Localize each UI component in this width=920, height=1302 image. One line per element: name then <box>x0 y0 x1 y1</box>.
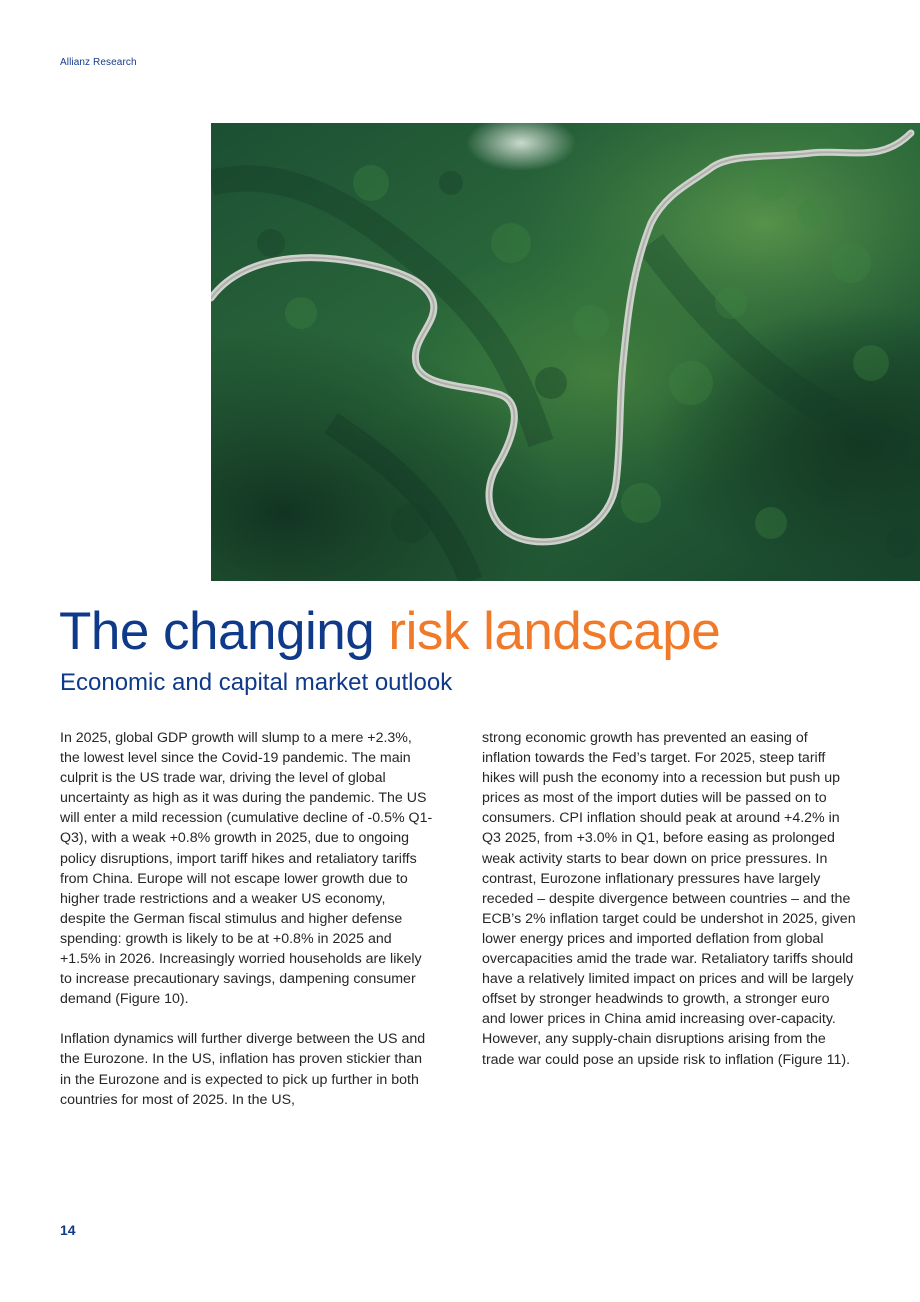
body-paragraph: In 2025, global GDP growth will slump to a mere +2.3%, the lowest level since the Covid-19 pandemic. The main culprit is the US trade war, driving the level of global uncertainty as high as it was during the pandemic. The US will enter a mild recession (cumulative decline of -0.5% Q1-Q3), with a weak +0.8% growth in 2025, due to ongoing policy disruptions, import tariff hikes and retaliatory tariffs from China. Europe will not escape lower growth due to higher trade restrictions and a weaker US economy, despite the German fiscal stimulus and higher defense spending: growth is likely to be at +0.8% in 2025 and +1.5% in 2026. Increasingly worried households are likely to increase precautionary savings, dampening consumer demand (Figure 10). <box>60 730 433 1008</box>
title-part-accent: risk landscape <box>388 602 721 661</box>
page-number: 14 <box>60 1222 76 1238</box>
page-subtitle: Economic and capital market outlook <box>60 669 453 696</box>
hero-image <box>211 123 920 581</box>
body-paragraph: strong economic growth has prevented an easing of inflation towards the Fed’s target. For 2025, steep tariff hikes will push the economy into a recession but push up prices as most of the import duties will be passed on to consumers. CPI inflation should peak at around +4.2% in Q3 2025, from +3.0% in Q1, before easing as prolonged weak activity starts to bear down on price pressures. In contrast, Eurozone inflationary pressures have largely receded – despite divergence between countries – and the ECB’s 2% inflation target could be undershot in 2025, given lower energy prices and imported deflation from global overcapacities amid the trade war. Retaliatory tariffs should have a relatively limited impact on prices and will be largely offset by stronger headwinds to growth, a stronger euro and lower prices in China amid increasing over-capacity. However, any supply-chain disruptions arising from the trade war could pose an upside risk to inflation (Figure 11). <box>482 730 856 1068</box>
page-title <box>59 600 720 664</box>
body-column-left <box>60 728 435 1130</box>
brand-label: Allianz Research <box>60 57 137 68</box>
title-part-primary: The changing <box>59 602 375 661</box>
mountain-road-illustration <box>211 123 920 581</box>
body-paragraph: Inflation dynamics will further diverge between the US and the Eurozone. In the US, inflation has proven stickier than in the Eurozone and is expected to pick up further in both countries for most of 2025. In the US, <box>60 1031 426 1108</box>
body-column-right <box>482 728 857 1090</box>
